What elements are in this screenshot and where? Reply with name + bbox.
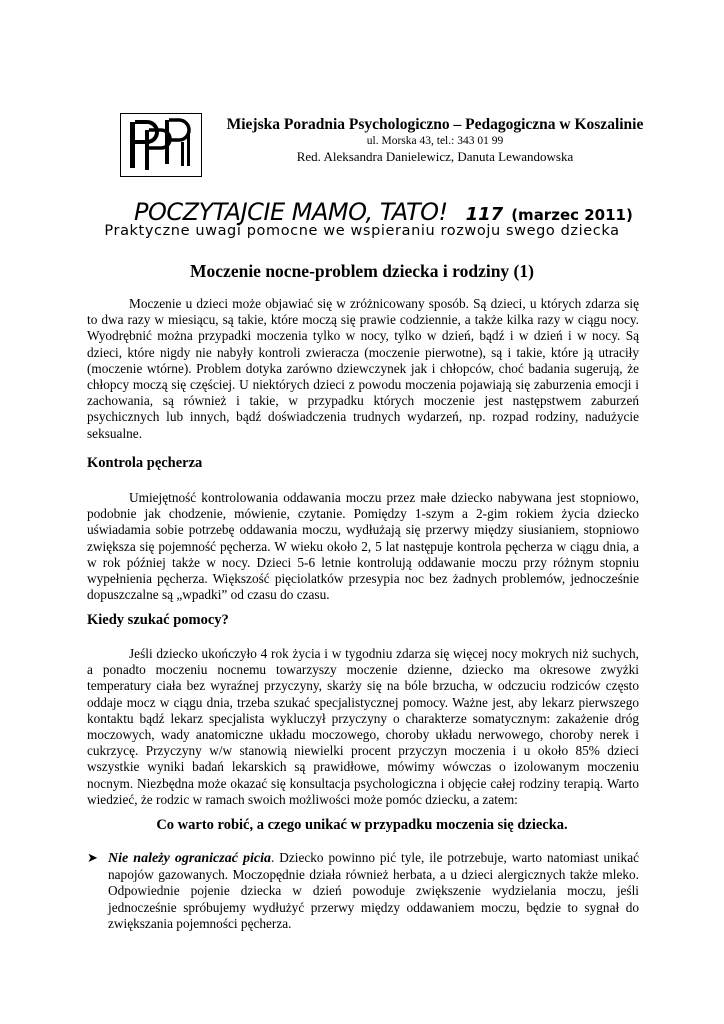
intro-paragraph: Moczenie u dzieci może objawiać się w zróżnicowany sposób. Są dzieci, u których zdarza się to dwa razy w miesiącu, są takie, które moczą się prawie codziennie, a także kilka razy w ciągu nocy. Wyodrębnić można przypadki moczenia tylko w nocy, tylko w dzień, bądź i w dzień i w nocy. Są dzieci, które nigdy nie nabyły kontroli zwieracza (moczenie pierwotne), są i takie, które ją utraciły (moczenie wtórne). Problem dotyka zarówno dziewczynek jak i chłopców, choć badania sugerują, że chłopcy moczą się częściej. U niektórych dzieci z powodu moczenia pojawiają się zaburzenia emocji i zachowania, są również i takie, w przypadku których moczenie jest następstwem zaburzeń psychicznych lub innych, bądź doświadczenia trudnych wydarzeń, np. rozpad rodziny, nadużycie seksualne. (87, 296, 639, 441)
section-heading-bladder-control: Kontrola pęcherza (87, 455, 203, 471)
list-item-body: . Dziecko powinno pić tyle, ile potrzebuje, warto natomiast unikać napojów gazowanych. Moczopędnie działa również herbata, a u dzieci alergicznych także mleko. Odpowiednie pojenie dziecka w dzień powoduje zwiększenie wydzielania moczu, jeśli jednocześnie spróbujemy wydłużyć przerwy między oddawaniem moczu, będzie to sygnał do zwiększania pojemności pęcherza. (108, 850, 639, 931)
when-help-paragraph: Jeśli dziecko ukończyło 4 rok życia i w tygodniu zdarza się więcej nocy mokrych niż suchych, a ponadto moczeniu nocnemu towarzyszy moczenie dzienne, dziecko ma okresowe zwyżki temperatury ciała bez wyraźnej przyczyny, skarży się na bóle brzucha, w odczuciu rodziców często oddaje mocz w ciągu dnia, trzeba szukać specjalistycznej pomocy. Ważne jest, aby lekarz pierwszego kontaktu bądź lekarz specjalista wykluczył przyczyny o charakterze somatycznym: zakażenie dróg moczowych, wady anatomiczne układu moczowego, choroby układu nerwowego, choroby nerek i cukrzycę. Przyczyny w/w stanowią niewielki procent przyczyn moczenia i u około 85% dzieci wszystkie wyniki badań lekarskich są prawidłowe, mówimy wówczas o izolowanym moczeniu nocnym. Niezbędna może okazać się konsultacja psychologiczna i objęcie całej rodziny terapią. Warto wiedzieć, że rodzic w ramach swoich możliwości może pomóc dziecku, a zatem: (87, 646, 639, 807)
editors-line: Red. Aleksandra Danielewicz, Danuta Lewandowska (296, 149, 574, 164)
issue-date: (marzec 2011) (511, 206, 633, 224)
institution-logo (120, 113, 202, 177)
arrow-bullet-icon: ➤ (87, 850, 98, 865)
section-heading-what-to-do: Co warto robić, a czego unikać w przypadku moczenia się dziecka. (156, 817, 568, 833)
magazine-title: POCZYTAJCIE MAMO, TATO! (134, 198, 448, 226)
article-title: Moczenie nocne-problem dziecka i rodziny (1) (190, 261, 534, 281)
list-item-text (108, 850, 639, 932)
letterhead-text (220, 116, 650, 165)
magazine-masthead (134, 198, 633, 226)
magazine-subtitle: Praktyczne uwagi pomocne we wspieraniu rozwoju swego dziecka (104, 223, 620, 239)
institution-name: Miejska Poradnia Psychologiczno – Pedagogiczna w Koszalinie (226, 116, 644, 133)
bladder-control-paragraph: Umiejętność kontrolowania oddawania moczu przez małe dziecko nabywana jest stopniowo, podobnie jak chodzenie, mówienie, czytanie. Pomiędzy 1-szym a 2-gim rokiem życia dziecko uświadamia sobie potrzebę oddawania moczu, wydłużają się przerwy między siusianiem, stopniowo zwiększa się pojemność pęcherza. W wieku około 2, 5 lat następuje kontrola pęcherza w ciągu dnia, a w rok później także w nocy. Dzieci 5-6 letnie kontrolują oddawanie moczu przy różnym stopniu wypełnienia pęcherza. Większość pięciolatków przesypia noc bez żadnych problemów, jednocześnie dopuszczalne są „wpadki” od czasu do czasu. (87, 490, 639, 603)
institution-address: ul. Morska 43, tel.: 343 01 99 (366, 135, 504, 147)
list-item-lead: Nie należy ograniczać picia (108, 851, 272, 866)
logo-emblem (121, 114, 201, 176)
letterhead (120, 110, 680, 170)
section-heading-when-help: Kiedy szukać pomocy? (87, 612, 229, 628)
issue-number: 117 (465, 204, 504, 225)
